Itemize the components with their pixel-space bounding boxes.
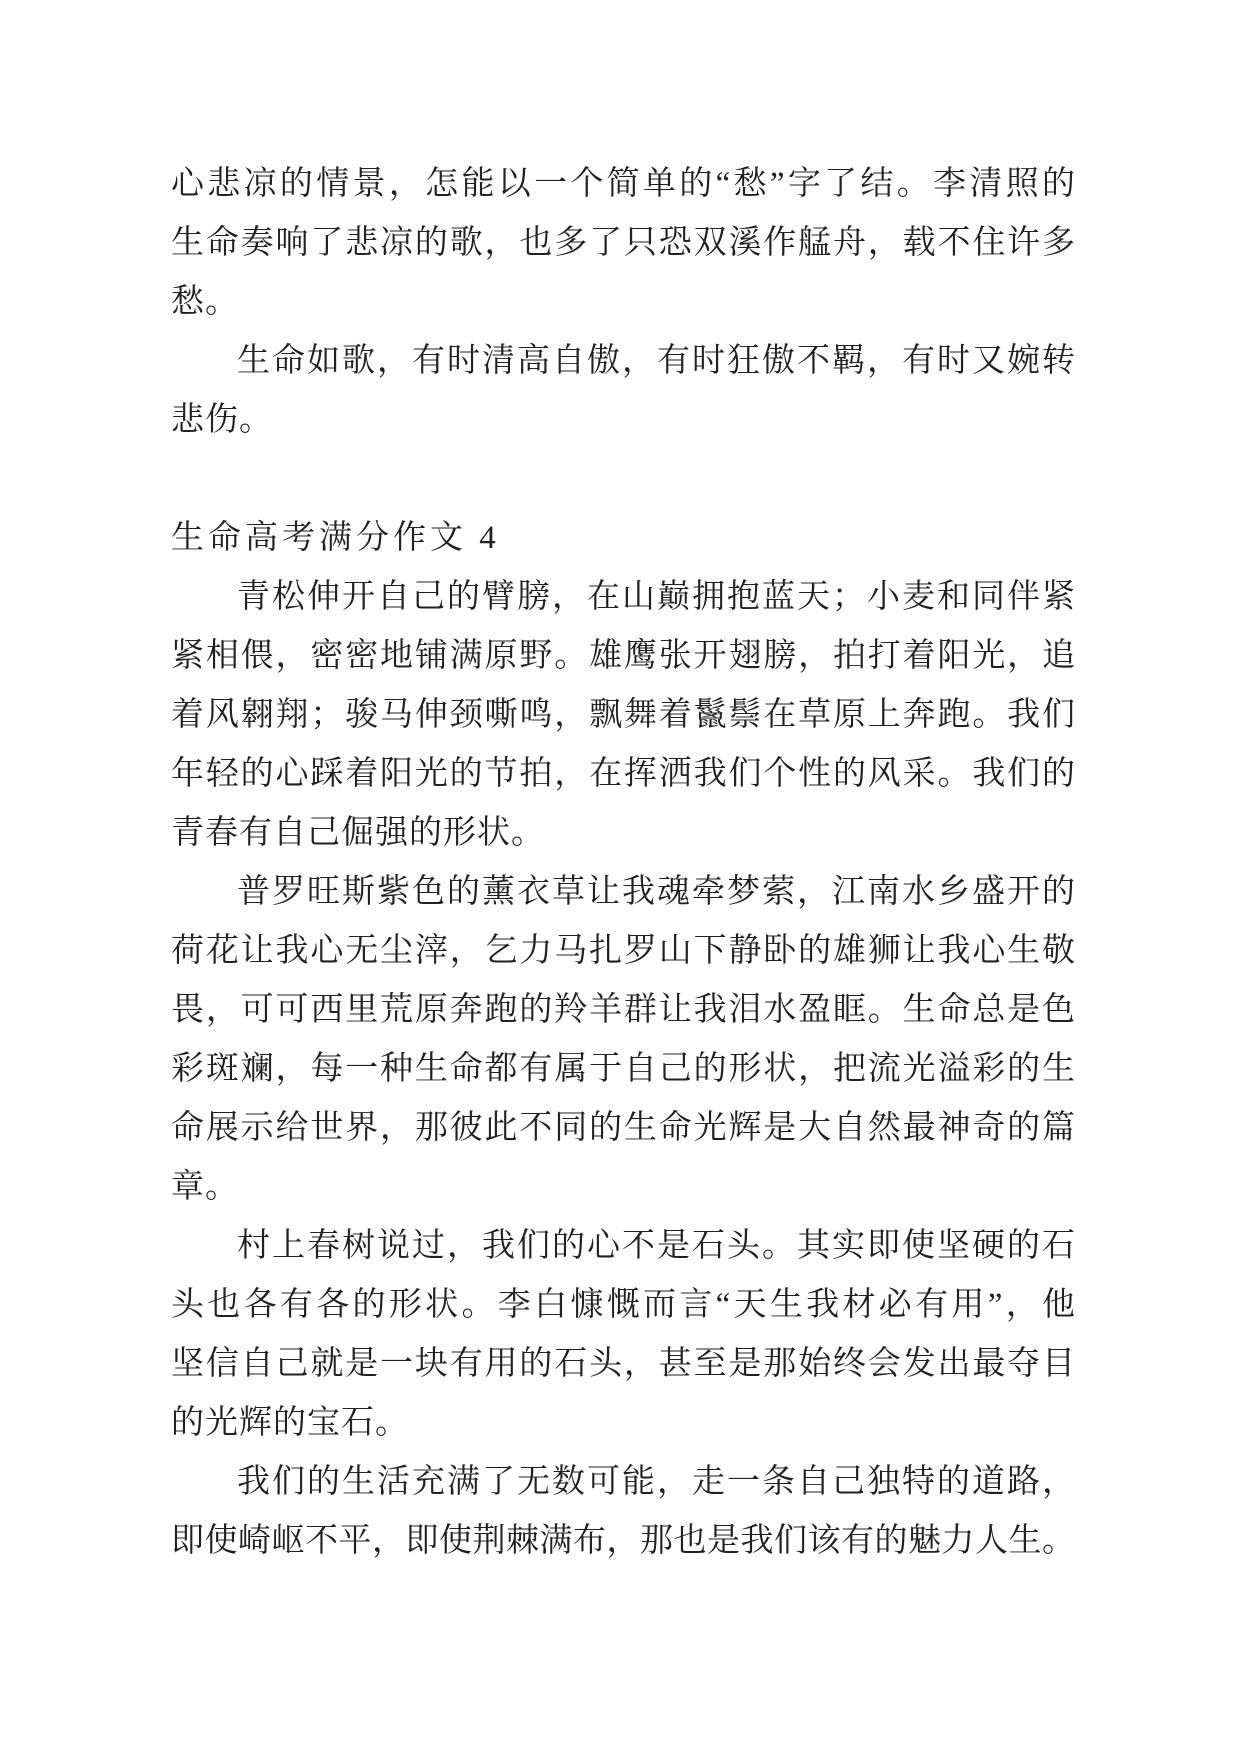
text-line: 村上春树说过，我们的心不是石头。其实即使坚硬的石 <box>237 1228 1075 1264</box>
paragraph <box>171 568 1075 863</box>
text-line: 我们的生活充满了无数可能，走一条自己独特的道路， <box>237 1464 1075 1500</box>
text-line: 愁。 <box>171 284 239 320</box>
text-line: 荷花让我心无尘滓，乞力马扎罗山下静卧的雄狮让我心生敬 <box>171 933 1075 969</box>
text-line: 心悲凉的情景，怎能以一个简单的“愁”字了结。李清照的 <box>171 166 1075 202</box>
text-line: 畏，可可西里荒原奔跑的羚羊群让我泪水盈眶。生命总是色 <box>171 992 1075 1028</box>
text-line: 即使崎岖不平，即使荆棘满布，那也是我们该有的魅力人生。 <box>171 1523 1075 1559</box>
paragraph <box>171 1453 1075 1571</box>
paragraph <box>171 863 1075 1217</box>
text-line: 的光辉的宝石。 <box>171 1405 409 1441</box>
text-line: 悲伤。 <box>171 402 273 438</box>
text-line: 着风翱翔；骏马伸颈嘶鸣，飘舞着鬣鬃在草原上奔跑。我们 <box>171 697 1075 733</box>
text-line: 头也各有各的形状。李白慷慨而言“天生我材必有用”，他 <box>171 1287 1075 1323</box>
text-line: 章。 <box>171 1169 239 1205</box>
text-line: 年轻的心踩着阳光的节拍，在挥洒我们个性的风采。我们的 <box>171 756 1075 792</box>
paragraph <box>171 1217 1075 1453</box>
paragraph <box>171 155 1075 332</box>
text-line: 青春有自己倔强的形状。 <box>171 815 545 851</box>
text-line: 生命如歌，有时清高自傲，有时狂傲不羁，有时又婉转 <box>237 343 1075 379</box>
text-line: 青松伸开自己的臂膀，在山巅拥抱蓝天；小麦和同伴紧 <box>237 579 1075 615</box>
text-line: 彩斑斓，每一种生命都有属于自己的形状，把流光溢彩的生 <box>171 1051 1075 1087</box>
text-line: 命展示给世界，那彼此不同的生命光辉是大自然最神奇的篇 <box>171 1110 1075 1146</box>
text-line: 普罗旺斯紫色的薰衣草让我魂牵梦萦，江南水乡盛开的 <box>237 874 1075 910</box>
text-line: 坚信自己就是一块有用的石头，甚至是那始终会发出最夺目 <box>171 1346 1075 1382</box>
paragraph <box>171 332 1075 450</box>
essay-text-block <box>171 155 1075 1571</box>
section-heading: 生命高考满分作文 4 <box>171 520 500 556</box>
text-line: 生命奏响了悲凉的歌，也多了只恐双溪作艋舟，载不住许多 <box>171 225 1075 261</box>
text-line: 紧相偎，密密地铺满原野。雄鹰张开翅膀，拍打着阳光，追 <box>171 638 1075 674</box>
